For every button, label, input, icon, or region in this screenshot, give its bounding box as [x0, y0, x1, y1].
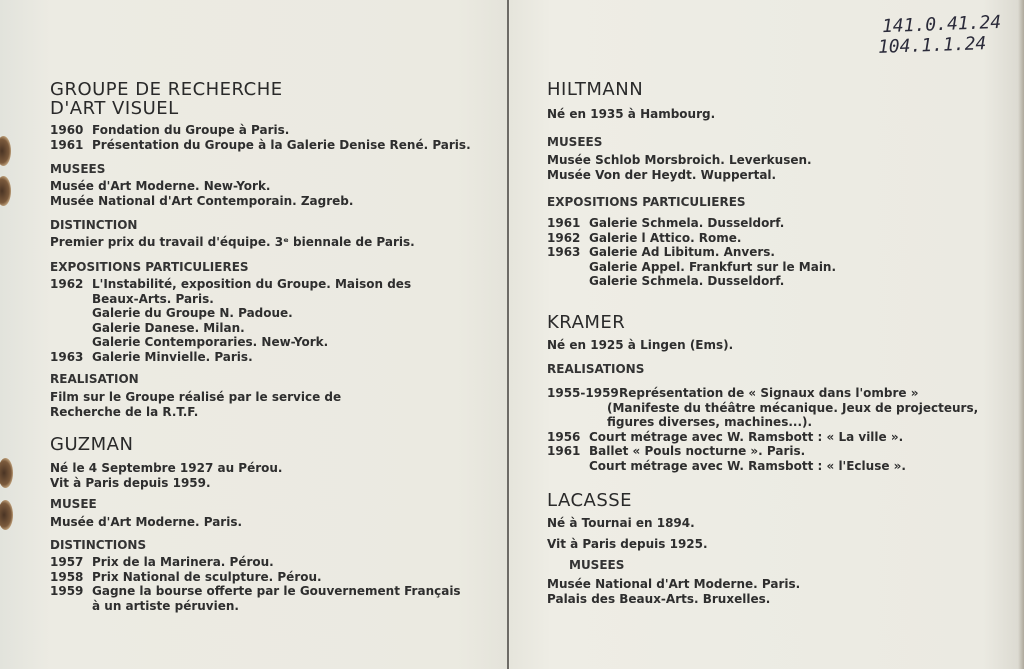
hiltmann-section	[547, 80, 987, 122]
exposition-row	[50, 350, 495, 365]
exposition-row: Galerie Contemporaries. New-York.	[92, 335, 329, 349]
exposition-row	[547, 216, 987, 231]
distinction-row	[50, 584, 495, 599]
musee-item: Musée National d'Art Contemporain. Zagreb.	[50, 193, 354, 208]
lacasse-section	[547, 491, 987, 551]
guzman-title: GUZMAN	[50, 434, 134, 455]
expositions-heading: EXPOSITIONS PARTICULIERES	[547, 195, 746, 209]
guzman-bio: Né le 4 Septembre 1927 au Pérou.	[50, 461, 283, 475]
year: 1958	[50, 569, 84, 584]
exposition-text: Galerie Schmela. Dusseldorf.	[589, 216, 785, 230]
realisation-text: Court métrage avec W. Ramsbott : « La ville ».	[589, 429, 904, 444]
handwritten-ref-2: 104.1.1.24	[877, 33, 987, 58]
year: 1962	[50, 277, 84, 291]
musee-item: Musée d'Art Moderne. Paris.	[50, 515, 243, 529]
distinctions-heading: DISTINCTIONS	[50, 538, 147, 552]
musee-item: Musée National d'Art Moderne. Paris.	[547, 577, 801, 591]
exposition-row: Galerie Schmela. Dusseldorf.	[589, 274, 785, 288]
hiltmann-musees	[547, 135, 987, 182]
grav-musees	[50, 162, 495, 208]
year: 1962	[547, 230, 581, 245]
distinction-row	[50, 570, 495, 585]
exposition-text: Galerie l Attico. Rome.	[589, 230, 742, 245]
distinction-row: à un artiste péruvien.	[92, 598, 239, 613]
grav-history	[50, 123, 495, 152]
year: 1963	[50, 349, 84, 364]
realisation-row: Court métrage avec W. Ramsbott : « l'Ecluse ».	[589, 458, 906, 473]
realisation-text: Représentation de « Signaux dans l'ombre »	[619, 386, 919, 400]
history-text: Fondation du Groupe à Paris.	[92, 123, 290, 137]
musees-heading: MUSEES	[547, 135, 603, 149]
page-fold	[507, 0, 509, 669]
year: 1961	[50, 137, 84, 152]
grav-title-line-1: GROUPE DE RECHERCHE	[50, 79, 283, 100]
kramer-realisations	[547, 362, 987, 473]
musee-item: Palais des Beaux-Arts. Bruxelles.	[547, 591, 771, 606]
year: 1963	[547, 245, 581, 259]
distinction-text: Prix de la Marinera. Pérou.	[92, 555, 274, 569]
year: 1956	[547, 429, 581, 444]
handwritten-ref-1: 141.0.41.24	[881, 11, 1002, 38]
grav-realisation	[50, 372, 495, 419]
realisation-row	[547, 430, 987, 445]
hiltmann-bio: Né en 1935 à Hambourg.	[547, 107, 716, 121]
exposition-row: Galerie du Groupe N. Padoue.	[92, 306, 293, 320]
realisation-heading: REALISATION	[50, 372, 139, 386]
year: 1955-1959	[547, 386, 619, 400]
year: 1957	[50, 555, 84, 569]
hiltmann-expositions	[547, 195, 987, 289]
musees-heading: MUSEES	[50, 162, 106, 176]
exposition-row: Galerie Danese. Milan.	[92, 320, 245, 335]
guzman-section	[50, 435, 495, 490]
realisation-row	[547, 386, 987, 401]
kramer-bio: Né en 1925 à Lingen (Ems).	[547, 338, 734, 352]
year: 1961	[547, 444, 581, 458]
musee-item: Musée Schlob Morsbroich. Leverkusen.	[547, 153, 812, 167]
guzman-musee	[50, 497, 495, 530]
realisation-text: Ballet « Pouls nocturne ». Paris.	[589, 444, 806, 458]
grav-section	[50, 80, 495, 118]
lacasse-bio: Vit à Paris depuis 1925.	[547, 536, 708, 551]
lacasse-bio: Né à Tournai en 1894.	[547, 516, 695, 530]
distinction-text: Premier prix du travail d'équipe. 3ᵉ biennale de Paris.	[50, 235, 415, 249]
musee-item: Musée d'Art Moderne. New-York.	[50, 179, 271, 193]
kramer-title: KRAMER	[547, 312, 626, 333]
exposition-text: Galerie Ad Libitum. Anvers.	[589, 245, 775, 259]
realisations-heading: REALISATIONS	[547, 362, 645, 376]
exposition-row	[547, 245, 987, 260]
musee-heading: MUSEE	[50, 497, 97, 511]
lacasse-title: LACASSE	[547, 490, 633, 511]
expositions-heading: EXPOSITIONS PARTICULIERES	[50, 260, 249, 274]
realisation-text: Recherche de la R.T.F.	[50, 404, 199, 419]
hiltmann-title: HILTMANN	[547, 79, 644, 100]
exposition-row: Beaux-Arts. Paris.	[92, 291, 214, 306]
realisation-row	[547, 444, 987, 459]
distinction-heading: DISTINCTION	[50, 218, 138, 232]
realisation-row: figures diverses, machines...).	[607, 415, 813, 429]
exposition-row	[50, 277, 495, 292]
grav-title-line-2: D'ART VISUEL	[50, 98, 179, 119]
distinction-row	[50, 555, 495, 570]
history-row	[50, 138, 495, 153]
history-row	[50, 123, 495, 138]
kramer-section	[547, 313, 987, 353]
distinction-text: Prix National de sculpture. Pérou.	[92, 569, 322, 584]
exposition-row: Galerie Appel. Frankfurt sur le Main.	[589, 259, 837, 274]
exposition-row	[547, 231, 987, 246]
year: 1959	[50, 584, 84, 598]
musees-heading: MUSEES	[569, 558, 625, 572]
guzman-bio: Vit à Paris depuis 1959.	[50, 475, 211, 490]
year: 1961	[547, 216, 581, 230]
musee-item: Musée Von der Heydt. Wuppertal.	[547, 167, 777, 182]
history-text: Présentation du Groupe à la Galerie Denise René. Paris.	[92, 137, 471, 152]
grav-distinction	[50, 218, 495, 250]
exposition-text: L'Instabilité, exposition du Groupe. Maison des	[92, 277, 412, 291]
guzman-distinctions	[50, 538, 495, 613]
grav-expositions	[50, 260, 495, 364]
realisation-row: (Manifeste du théâtre mécanique. Jeux de projecteurs,	[607, 400, 979, 415]
realisation-text: Film sur le Groupe réalisé par le service de	[50, 390, 342, 404]
year: 1960	[50, 123, 84, 137]
exposition-text: Galerie Minvielle. Paris.	[92, 349, 253, 364]
lacasse-musees	[547, 558, 987, 606]
distinction-text: Gagne la bourse offerte par le Gouvernement Français	[92, 584, 461, 598]
page-edge-shadow	[1018, 0, 1024, 669]
